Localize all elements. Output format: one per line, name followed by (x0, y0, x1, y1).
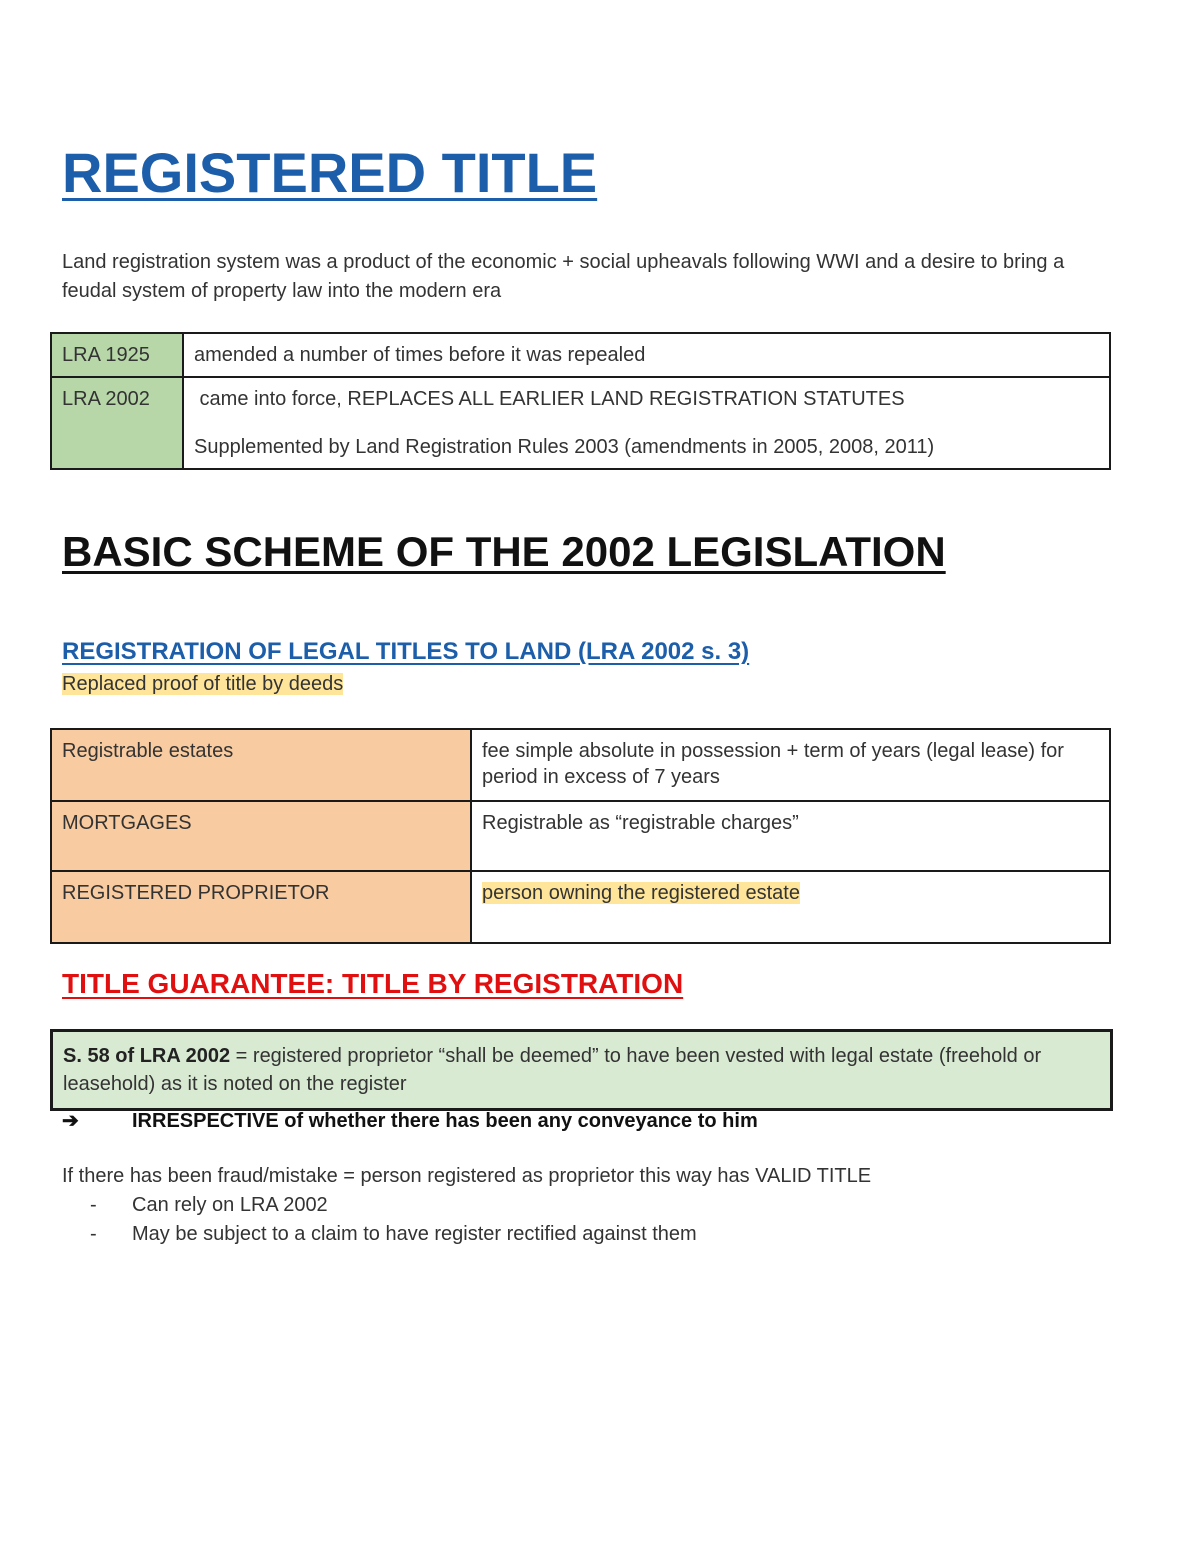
table-row (51, 333, 1110, 377)
list-item-text: Can rely on LRA 2002 (132, 1194, 328, 1216)
table-label-cell: LRA 1925 (51, 333, 183, 377)
list-item (90, 1191, 697, 1220)
table-row (51, 377, 1110, 469)
highlight-text: person owning the registered estate (482, 882, 800, 904)
subsection-heading: REGISTRATION OF LEGAL TITLES TO LAND (LRA 2002 s. 3) (62, 638, 750, 665)
highlighted-note (62, 670, 343, 699)
lra-table (50, 332, 1111, 470)
arrow-icon: ➔ (62, 1110, 79, 1132)
table-row (51, 729, 1110, 801)
fraud-paragraph: If there has been fraud/mistake = person registered as proprietor this way has VALID TITLE (62, 1165, 872, 1187)
arrow-point-text: IRRESPECTIVE of whether there has been any conveyance to him (132, 1110, 758, 1132)
dash-marker: - (90, 1194, 97, 1216)
table-label-cell: Registrable estates (51, 729, 471, 801)
table-text-cell (183, 377, 1110, 469)
list-item-text: May be subject to a claim to have register rectified against them (132, 1223, 697, 1245)
list-item (90, 1220, 697, 1249)
table-row (51, 871, 1110, 943)
highlight-text: Replaced proof of title by deeds (62, 673, 344, 695)
table-text-cell: Registrable as “registrable charges” (471, 801, 1110, 871)
table-label-cell: LRA 2002 (51, 377, 183, 469)
dash-marker: - (90, 1223, 97, 1245)
subsection-heading: TITLE GUARANTEE: TITLE BY REGISTRATION (62, 968, 684, 999)
statute-box (50, 1029, 1113, 1111)
table-text-line: came into force, REPLACES ALL EARLIER LAND REGISTRATION STATUTES (194, 388, 905, 410)
bullet-list (90, 1191, 697, 1249)
scheme-table (50, 728, 1111, 944)
arrow-point (62, 1107, 758, 1135)
table-text-line: Supplemented by Land Registration Rules 2003 (amendments in 2005, 2008, 2011) (194, 436, 935, 458)
table-text-cell (471, 871, 1110, 943)
table-label-cell: REGISTERED PROPRIETOR (51, 871, 471, 943)
intro-paragraph: Land registration system was a product of the economic + social upheavals following WWI and a desire to bring a feudal system of property law into the modern era (62, 251, 1065, 302)
statute-text: = registered proprietor “shall be deemed” to have been vested with legal estate (freehold or leasehold) as it is noted on the register (63, 1045, 1042, 1095)
table-label-cell: MORTGAGES (51, 801, 471, 871)
section-heading: BASIC SCHEME OF THE 2002 LEGISLATION (62, 528, 946, 575)
table-row (51, 801, 1110, 871)
table-text-cell: fee simple absolute in possession + term of years (legal lease) for period in excess of 7 years (471, 729, 1110, 801)
page-title: REGISTERED TITLE (62, 141, 598, 204)
table-text-cell: amended a number of times before it was repealed (183, 333, 1110, 377)
statute-reference: S. 58 of LRA 2002 (63, 1045, 231, 1067)
